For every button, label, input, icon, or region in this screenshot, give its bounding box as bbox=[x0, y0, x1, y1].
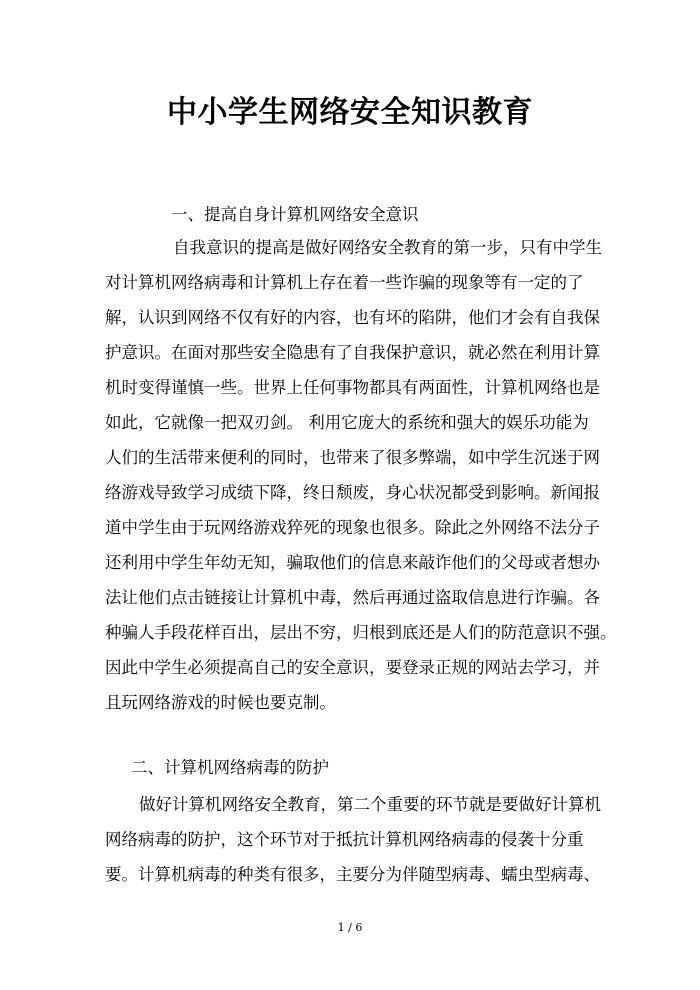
body-line: 机时变得谨慎一些。世界上任何事物都具有两面性，计算机网络也是 bbox=[105, 378, 600, 397]
body-line: 人们的生活带来便利的同时，也带来了很多弊端，如中学生沉迷于网 bbox=[105, 448, 600, 467]
body-line: 做好计算机网络安全教育，第二个重要的环节就是要做好计算机 bbox=[139, 795, 601, 814]
body-line: 解，认识到网络不仅有好的内容，也有坏的陷阱，他们才会有自我保 bbox=[105, 308, 600, 327]
body-line: 道中学生由于玩网络游戏猝死的现象也很多。除此之外网络不法分子 bbox=[105, 518, 600, 537]
body-line: 且玩网络游戏的时候也要克制。 bbox=[105, 693, 336, 712]
document-title: 中小学生网络安全知识教育 bbox=[167, 95, 533, 130]
page-number: 1 / 6 bbox=[337, 921, 363, 934]
body-line: 还利用中学生年幼无知，骗取他们的信息来敲诈他们的父母或者想办 bbox=[105, 553, 600, 572]
body-line: 自我意识的提高是做好网络安全教育的第一步，只有中学生 bbox=[173, 238, 602, 257]
body-line: 络游戏导致学习成绩下降，终日颓废，身心状况都受到影响。新闻报 bbox=[105, 483, 600, 502]
section-heading-1: 一、提高自身计算机网络安全意识 bbox=[171, 205, 419, 224]
body-line: 法让他们点击链接让计算机中毒，然后再通过盗取信息进行诈骗。各 bbox=[105, 588, 600, 607]
body-line: 网络病毒的防护，这个环节对于抵抗计算机网络病毒的侵袭十分重 bbox=[105, 830, 584, 849]
body-line: 护意识。在面对那些安全隐患有了自我保护意识，就必然在利用计算 bbox=[105, 343, 600, 362]
body-line: 如此，它就像一把双刃剑。 利用它庞大的系统和强大的娱乐功能为 bbox=[105, 413, 589, 432]
body-line: 对计算机网络病毒和计算机上存在着一些诈骗的现象等有一定的了 bbox=[105, 273, 584, 292]
section-heading-2: 二、计算机网络病毒的防护 bbox=[131, 758, 329, 777]
body-line: 因此中学生必须提高自己的安全意识，要登录正规的网站去学习，并 bbox=[105, 658, 600, 677]
body-line: 种骗人手段花样百出，层出不穷，归根到底还是人们的防范意识不强。 bbox=[105, 623, 617, 642]
body-line: 要。计算机病毒的种类有很多，主要分为伴随型病毒、蠕虫型病毒、 bbox=[105, 865, 600, 884]
